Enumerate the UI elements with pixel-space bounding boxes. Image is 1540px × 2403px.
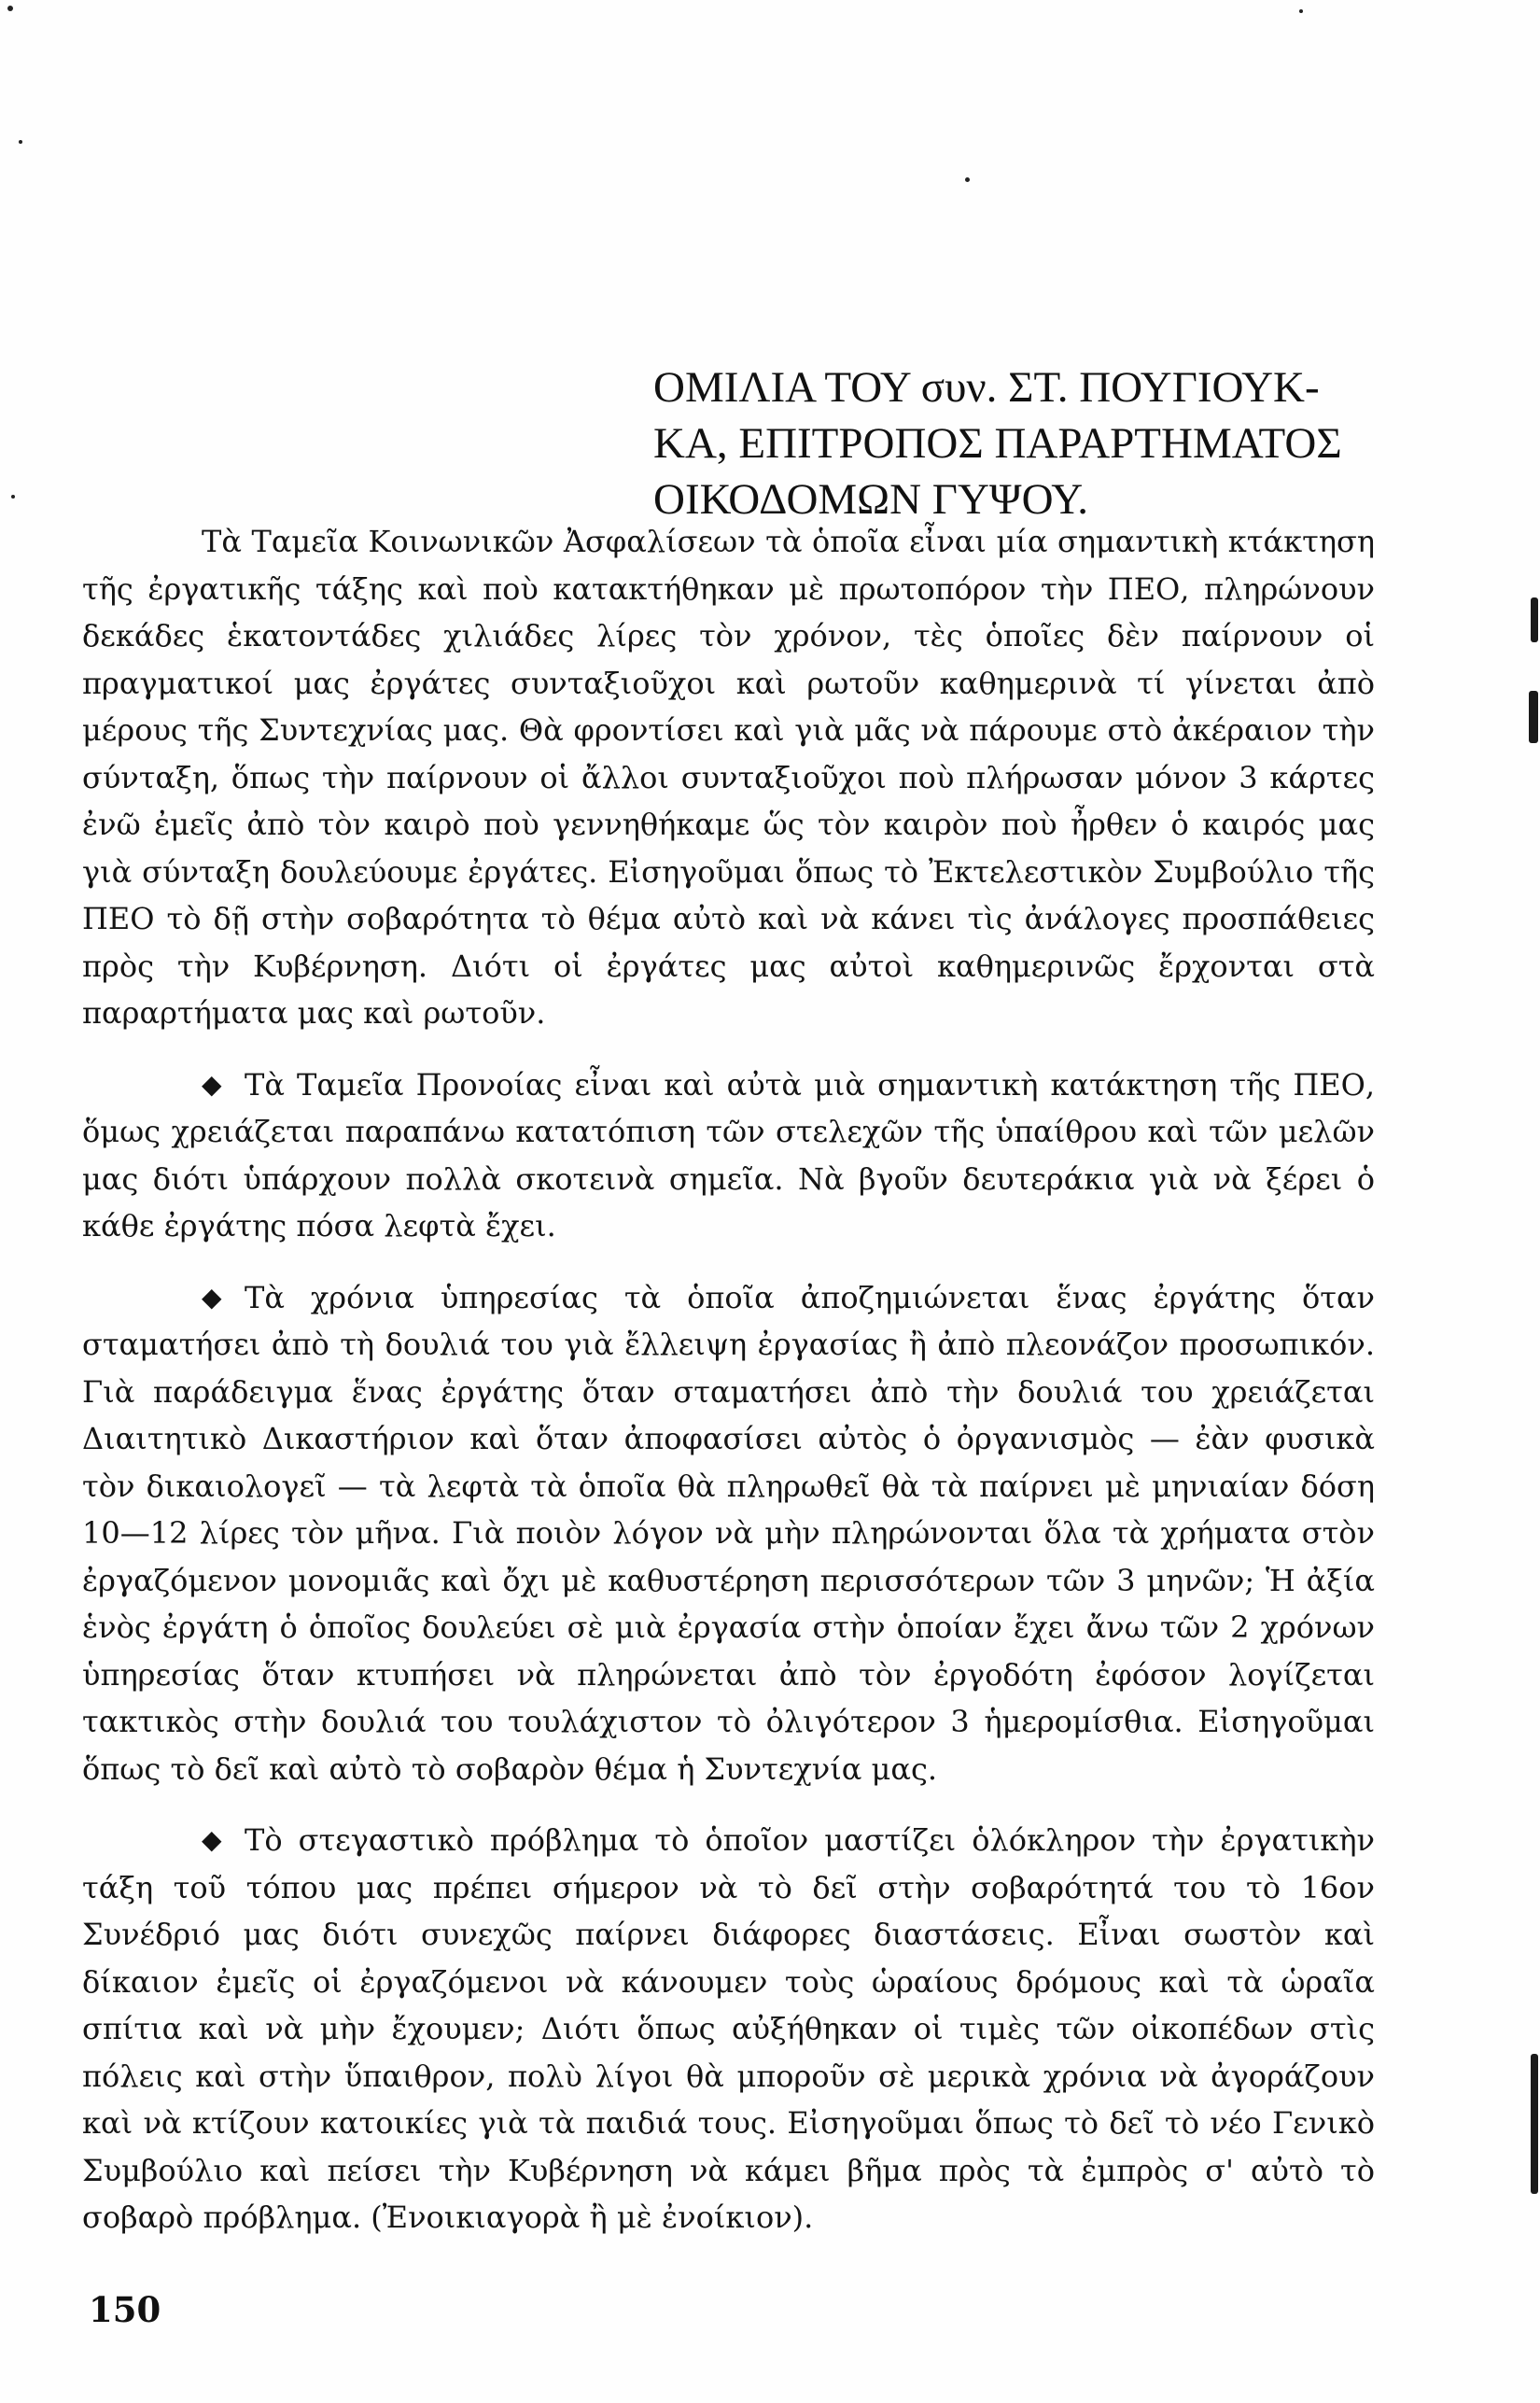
scan-speck bbox=[11, 495, 15, 499]
diamond-bullet-icon: ◆ bbox=[202, 1068, 222, 1100]
diamond-bullet-icon: ◆ bbox=[202, 1824, 222, 1855]
heading-line-2: ΚΑ, ΕΠΙΤΡΟΠΟΣ ΠΑΡΑΡΤΗΜΑΤΟΣ bbox=[653, 419, 1342, 468]
diamond-bullet-icon: ◆ bbox=[202, 1281, 222, 1313]
scan-edge-mark bbox=[1529, 691, 1538, 743]
scan-speck bbox=[965, 177, 970, 182]
paragraph-provident-funds bbox=[82, 1061, 1375, 1250]
paragraph-years-of-service bbox=[82, 1274, 1375, 1793]
paragraph-housing-problem bbox=[82, 1817, 1375, 2241]
paragraph-text: Τὸ στεγαστικὸ πρόβλημα τὸ ὁποῖον μαστίζει ὁλόκληρον τὴν ἐργατικὴν τάξη τοῦ τόπου μας πρέπει σήμερον νὰ τὸ δεῖ στὴν σοβαρότητά του τὸ 16ον Συνέδριό μας διότι συνεχῶς παίρνει διάφορες διαστάσεις. Εἶναι σωστὸν καὶ δίκαιον ἐμεῖς οἱ ἐργαζόμενοι νὰ κάνουμεν τοὺς ὡραίους δρόμους καὶ τὰ ὡραῖα σπίτια καὶ νὰ μὴν ἔχουμεν; Διότι ὅπως αὐξήθηκαν οἱ τιμὲς τῶν οἰκοπέδων στὶς πόλεις καὶ στὴν ὕπαιθρον, πολὺ λίγοι θὰ μποροῦν σὲ μερικὰ χρόνια νὰ ἀγοράζουν καὶ νὰ κτίζουν κατοικίες γιὰ τὰ παιδιά τους. Εἰσηγοῦμαι ὅπως τὸ δεῖ τὸ νέο Γενικὸ Συμβούλιο καὶ πείσει τὴν Κυβέρνηση νὰ κάμει βῆμα πρὸς τὰ ἐμπρὸς σ' αὐτὸ τὸ σοβαρὸ πρόβλημα. (Ἐνοικιαγορὰ ἢ μὲ ἐνοίκιον). bbox=[82, 1822, 1375, 2235]
heading-line-3: ΟΙΚΟΔΟΜΩΝ ΓΥΨΟΥ. bbox=[653, 475, 1089, 524]
scan-edge-mark bbox=[1531, 2054, 1538, 2194]
speech-heading bbox=[653, 359, 1465, 527]
scan-speck bbox=[19, 140, 22, 144]
paragraph-social-insurance-funds bbox=[82, 518, 1375, 1037]
scan-speck bbox=[1299, 9, 1303, 13]
paragraph-text: Τὰ χρόνια ὑπηρεσίας τὰ ὁποῖα ἀποζημιώνεται ἕνας ἐργάτης ὅταν σταματήσει ἀπὸ τὴ δουλιά του γιὰ ἔλλειψη ἐργασίας ἢ ἀπὸ πλεονάζον προσωπικόν. Γιὰ παράδειγμα ἕνας ἐργάτης ὅταν σταματήσει ἀπὸ τὴν δουλιά του χρειάζεται Διαιτητικὸ Δικαστήριον καὶ ὅταν ἀποφασίσει αὐτὸς ὁ ὀργανισμὸς — ἐὰν φυσικὰ τὸν δικαιολογεῖ — τὰ λεφτὰ τὰ ὁποῖα θὰ πληρωθεῖ θὰ τὰ παίρνει μὲ μηνιαίαν δόση 10—12 λίρες τὸν μῆνα. Γιὰ ποιὸν λόγον νὰ μὴν πληρώνονται ὅλα τὰ χρήματα στὸν ἐργαζόμενον μονομιᾶς καὶ ὄχι μὲ καθυστέρηση περισσότερων τῶν 3 μηνῶν; Ἡ ἀξία ἑνὸς ἐργάτη ὁ ὁποῖος δουλεύει σὲ μιὰ ἐργασία στὴν ὁποίαν ἔχει ἄνω τῶν 2 χρόνων ὑπηρεσίας ὅταν κτυπήσει νὰ πληρώνεται ἀπὸ τὸν ἐργοδότη ἐφόσον λογίζεται τακτικὸς στὴν δουλιά του τουλάχιστον τὸ ὀλιγότερον 3 ἡμερομίσθια. Εἰσηγοῦμαι ὅπως τὸ δεῖ καὶ αὐτὸ τὸ σοβαρὸν θέμα ἡ Συντεχνία μας. bbox=[82, 1279, 1375, 1787]
paragraph-text: Τὰ Ταμεῖα Προνοίας εἶναι καὶ αὐτὰ μιὰ σημαντικὴ κατάκτηση τῆς ΠΕΟ, ὅμως χρειάζεται παραπάνω κατατόπιση τῶν στελεχῶν τῆς ὑπαίθρου καὶ τῶν μελῶν μας διότι ὑπάρχουν πολλὰ σκοτεινὰ σημεῖα. Νὰ βγοῦν δευτεράκια γιὰ νὰ ξέρει ὁ κάθε ἐργάτης πόσα λεφτὰ ἔχει. bbox=[82, 1066, 1375, 1244]
page-number: 150 bbox=[89, 2289, 161, 2330]
speech-body bbox=[82, 518, 1375, 2241]
scan-edge-mark bbox=[1531, 597, 1538, 642]
scan-speck bbox=[7, 6, 13, 11]
paragraph-text: Τὰ Ταμεῖα Κοινωνικῶν Ἀσφαλίσεων τὰ ὁποῖα εἶναι μία σημαντικὴ κτάκτηση τῆς ἐργατικῆς τάξης καὶ ποὺ κατακτήθηκαν μὲ πρωτοπόρον τὴν ΠΕΟ, πληρώνουν δεκάδες ἑκατοντάδες χιλιάδες λίρες τὸν χρόνον, τὲς ὁποῖες δὲν παίρνουν οἱ πραγματικοί μας ἐργάτες συνταξιοῦχοι καὶ ρωτοῦν καθημερινὰ τί γίνεται ἀπὸ μέρους τῆς Συντεχνίας μας. Θὰ φροντίσει καὶ γιὰ μᾶς νὰ πάρουμε στὸ ἀκέραιον τὴν σύνταξη, ὅπως τὴν παίρνουν οἱ ἄλλοι συνταξιοῦχοι ποὺ πλήρωσαν μόνον 3 κάρτες ἐνῶ ἐμεῖς ἀπὸ τὸν καιρὸ ποὺ γεννηθήκαμε ὥς τὸν καιρὸν ποὺ ἦρθεν ὁ καιρός μας γιὰ σύνταξη δουλεύουμε ἐργάτες. Εἰσηγοῦμαι ὅπως τὸ Ἐκτελεστικὸν Συμβούλιο τῆς ΠΕΟ τὸ δῇ στὴν σοβαρότητα τὸ θέμα αὐτὸ καὶ νὰ κάνει τὶς ἀνάλογες προσπάθειες πρὸς τὴν Κυβέρνηση. Διότι οἱ ἐργάτες μας αὐτοὶ καθημερινῶς ἔρχονται στὰ παραρτήματα μας καὶ ρωτοῦν. bbox=[82, 524, 1375, 1031]
heading-line-1: ΟΜΙΛΙΑ ΤΟΥ συν. ΣΤ. ΠΟΥΓΙΟΥΚ- bbox=[653, 363, 1320, 412]
